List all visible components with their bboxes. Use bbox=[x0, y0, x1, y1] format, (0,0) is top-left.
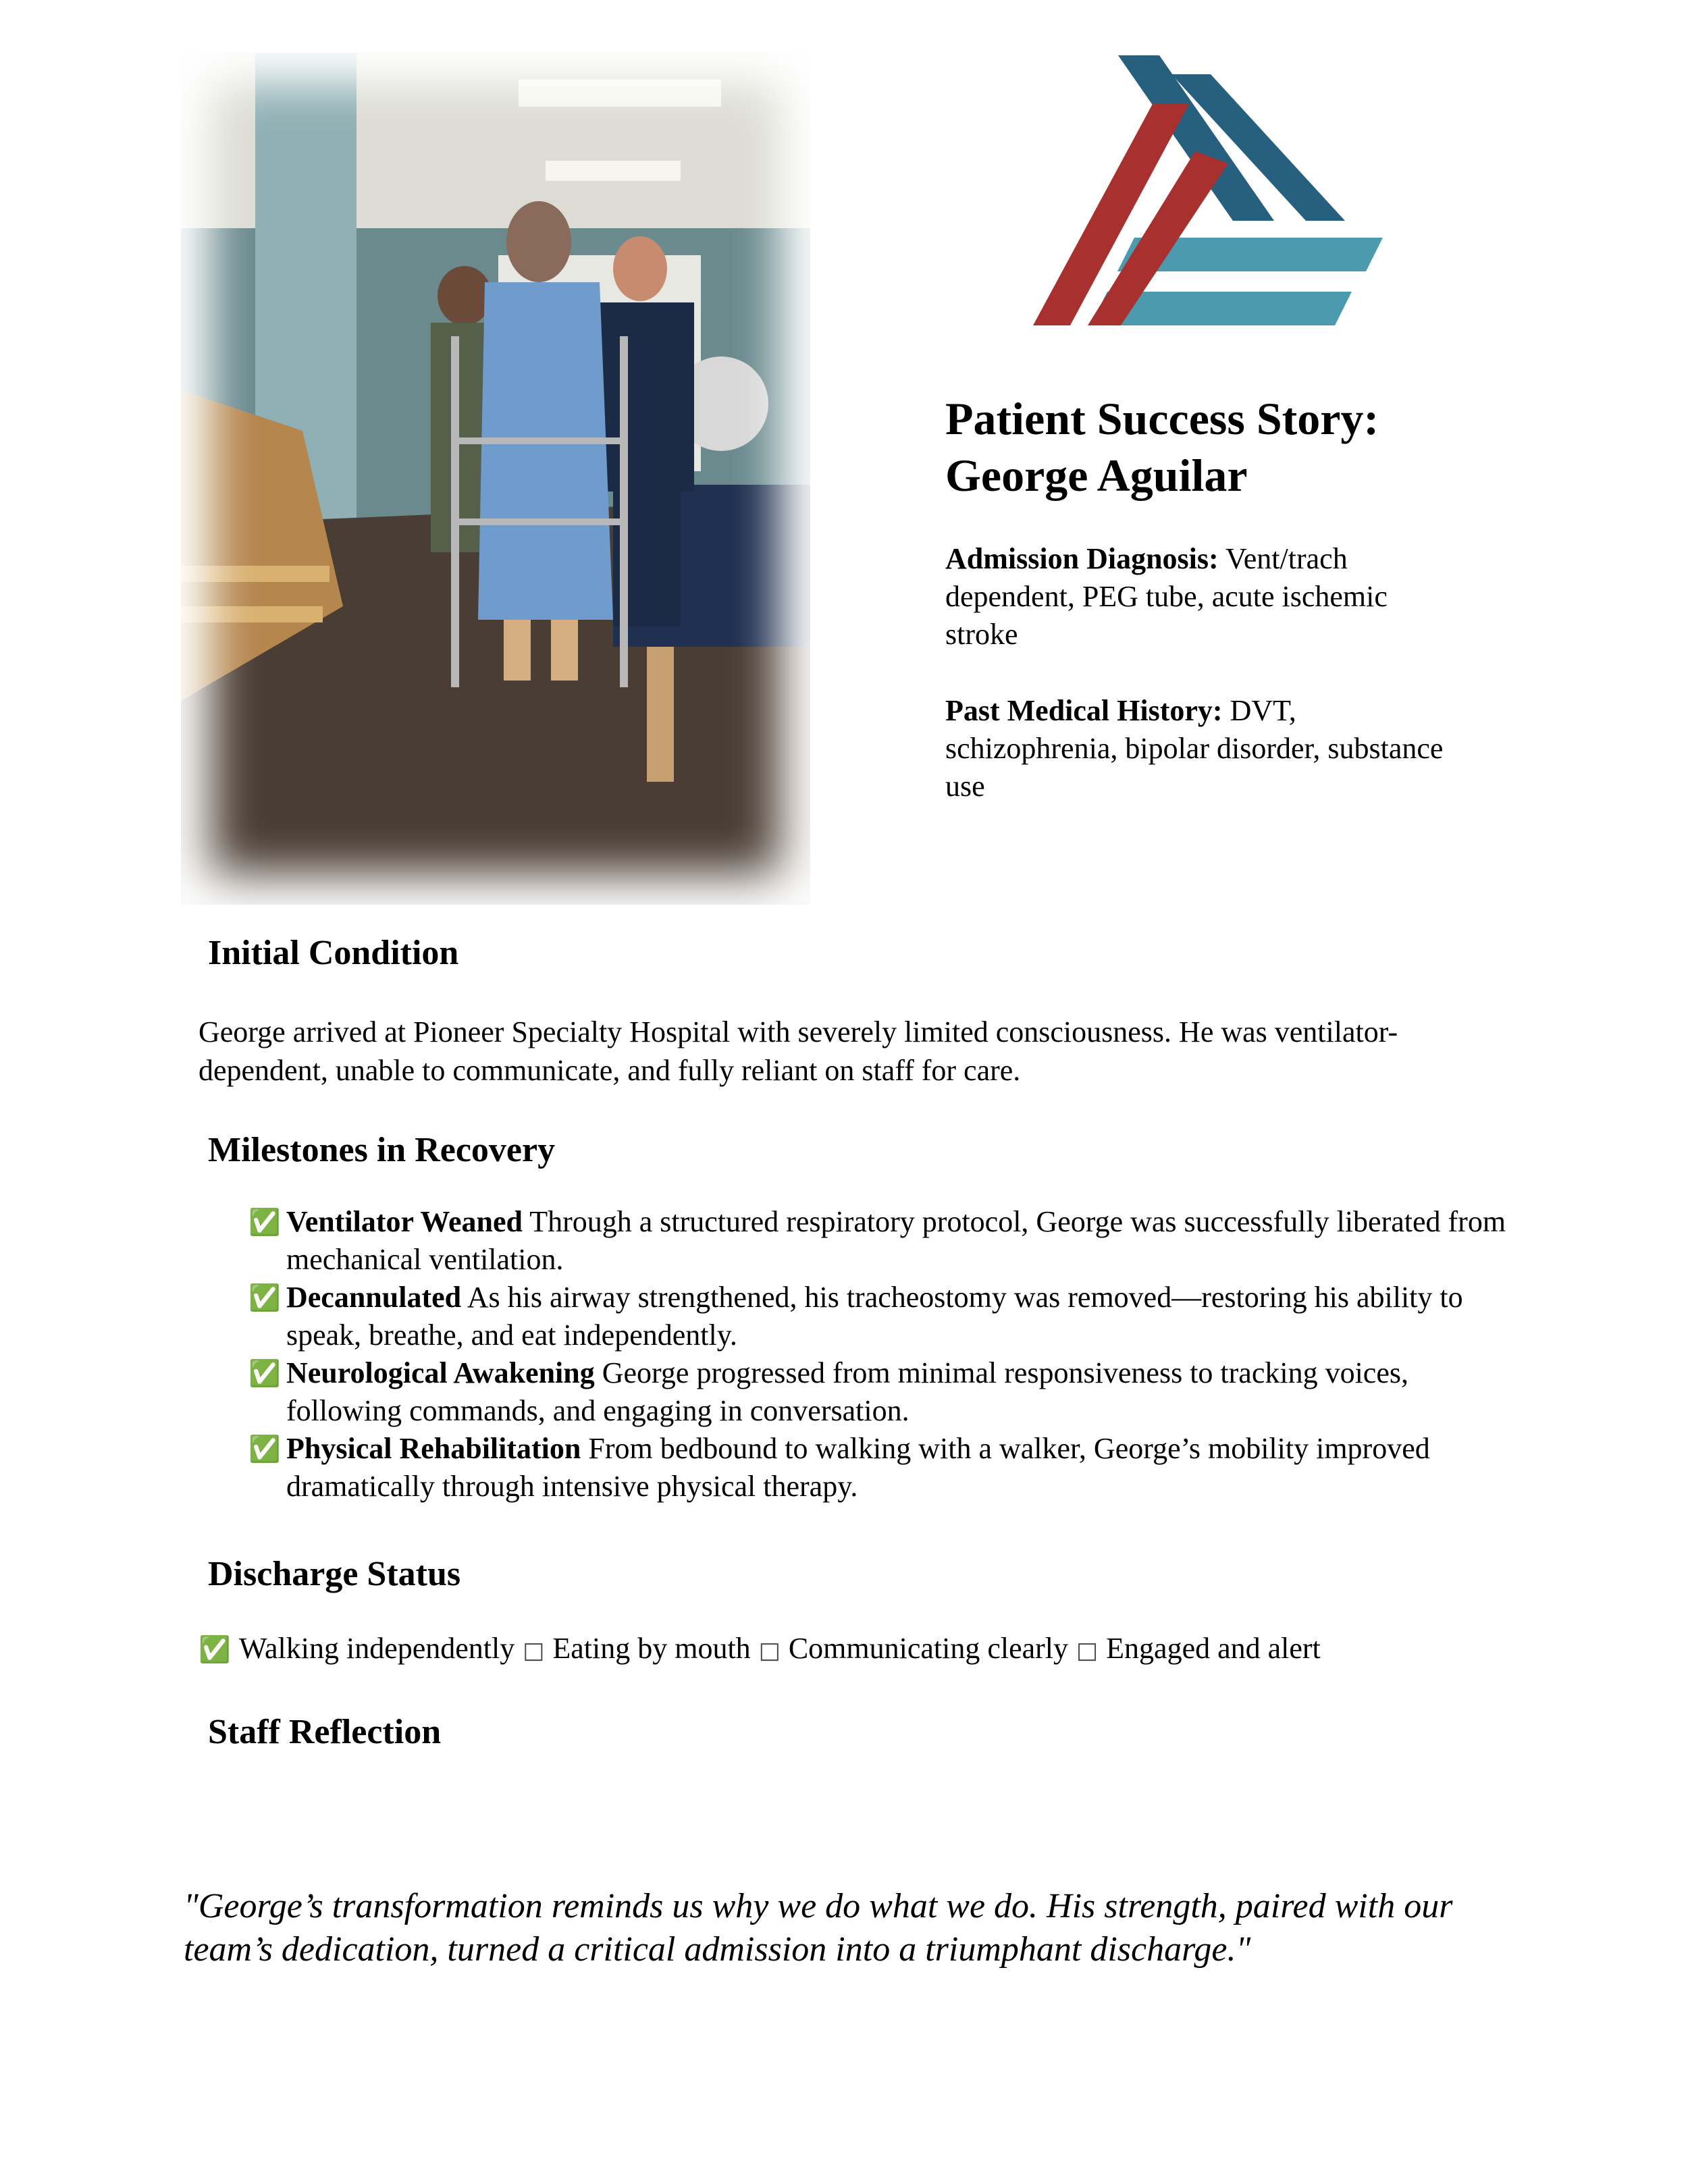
milestone-item bbox=[248, 1354, 1518, 1430]
discharge-status-heading: Discharge Status bbox=[208, 1555, 461, 1593]
milestone-item bbox=[248, 1279, 1518, 1354]
milestone-text: George progressed from minimal responsiveness to tracking voices, following commands, and engaging in conversation. bbox=[286, 1356, 1408, 1427]
admission-diagnosis bbox=[945, 540, 1458, 654]
discharge-item: Engaged and alert bbox=[1106, 1632, 1321, 1665]
box-icon: □ bbox=[1076, 1637, 1099, 1664]
discharge-status-list bbox=[199, 1630, 1321, 1670]
discharge-item: Eating by mouth bbox=[552, 1632, 751, 1665]
hospital-logo bbox=[1033, 55, 1411, 325]
milestone-title: Physical Rehabilitation bbox=[286, 1432, 581, 1465]
patient-photo bbox=[181, 53, 810, 905]
milestone-title: Decannulated bbox=[286, 1281, 462, 1314]
milestone-item bbox=[248, 1203, 1518, 1279]
discharge-item: Communicating clearly bbox=[788, 1632, 1069, 1665]
past-medical-history-label: Past Medical History: bbox=[945, 694, 1223, 727]
admission-diagnosis-label: Admission Diagnosis: bbox=[945, 542, 1219, 575]
initial-condition-heading: Initial Condition bbox=[208, 934, 459, 972]
milestone-text: Through a structured respiratory protocol, George was successfully liberated from mechanical ventilation. bbox=[286, 1205, 1506, 1276]
check-icon: ✅ bbox=[199, 1634, 231, 1664]
milestones-heading: Milestones in Recovery bbox=[208, 1131, 556, 1169]
past-medical-history bbox=[945, 692, 1458, 805]
title-line-1: Patient Success Story: bbox=[945, 393, 1379, 444]
patient-photo-illustration bbox=[181, 53, 810, 905]
title-line-2: George Aguilar bbox=[945, 450, 1248, 501]
milestone-text: From bedbound to walking with a walker, George’s mobility improved dramatically through intensive physical therapy. bbox=[286, 1432, 1430, 1503]
staff-reflection-quote: "George’s transformation reminds us why we do what we do. His strength, paired with our team’s dedication, turned a critical admission into a triumphant discharge." bbox=[184, 1887, 1453, 1969]
page-title bbox=[945, 390, 1553, 504]
staff-reflection-heading: Staff Reflection bbox=[208, 1713, 442, 1751]
check-icon: ✅ bbox=[248, 1434, 281, 1464]
milestone-text: As his airway strengthened, his tracheostomy was removed—restoring his ability to speak, breathe, and eat independently. bbox=[286, 1281, 1463, 1352]
milestone-title: Neurological Awakening bbox=[286, 1356, 595, 1389]
check-icon: ✅ bbox=[248, 1358, 281, 1388]
check-icon: ✅ bbox=[248, 1207, 281, 1237]
discharge-item: Walking independently bbox=[239, 1632, 515, 1665]
initial-condition-text: George arrived at Pioneer Specialty Hospital with severely limited consciousness. He was ventilator-dependent, unable to communicate, and fully reliant on staff for care. bbox=[199, 1015, 1398, 1087]
milestones-list bbox=[248, 1203, 1518, 1506]
milestone-item bbox=[248, 1430, 1518, 1506]
milestone-title: Ventilator Weaned bbox=[286, 1205, 523, 1238]
box-icon: □ bbox=[758, 1637, 781, 1664]
admission-diagnosis-text: Vent/trach dependent, PEG tube, acute ischemic stroke bbox=[945, 542, 1388, 651]
check-icon: ✅ bbox=[248, 1283, 281, 1312]
box-icon: □ bbox=[523, 1637, 545, 1664]
past-medical-history-text: DVT, schizophrenia, bipolar disorder, substance use bbox=[945, 694, 1444, 803]
